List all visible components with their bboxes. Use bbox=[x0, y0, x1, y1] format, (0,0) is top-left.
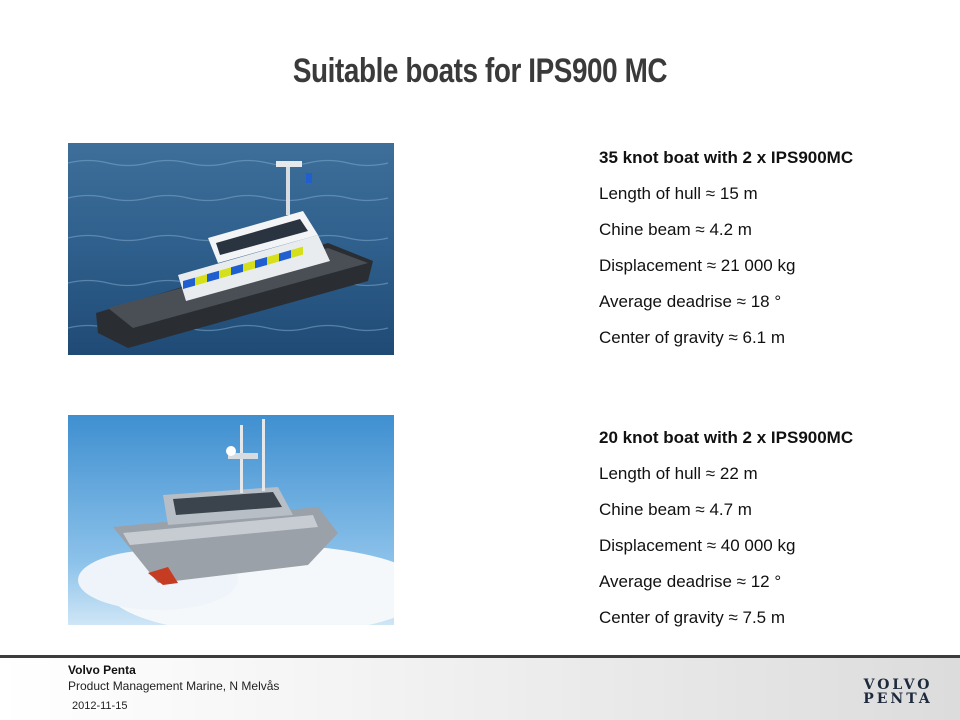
footer-company: Volvo Penta bbox=[68, 663, 136, 677]
boat-2-heading: 20 knot boat with 2 x IPS900MC bbox=[599, 428, 854, 447]
footer-date: 2012-11-15 bbox=[72, 700, 128, 712]
boat-2-length: Length of hull ≈ 22 m bbox=[599, 464, 758, 483]
boat-1-center-of-gravity: Center of gravity ≈ 6.1 m bbox=[599, 328, 786, 347]
boat-2-displacement: Displacement ≈ 40 000 kg bbox=[599, 536, 796, 555]
logo-line-penta: PENTA bbox=[863, 691, 933, 707]
logo-line-volvo: VOLVO bbox=[863, 677, 933, 693]
footer bbox=[0, 655, 960, 720]
boat-1-heading: 35 knot boat with 2 x IPS900MC bbox=[599, 148, 854, 167]
boat-1-chine-beam: Chine beam ≈ 4.2 m bbox=[599, 220, 752, 239]
boat-1-length: Length of hull ≈ 15 m bbox=[599, 184, 758, 203]
boat-1-specs bbox=[599, 149, 939, 365]
police-patrol-boat-photo bbox=[68, 143, 394, 355]
footer-department: Product Management Marine, N Melvås bbox=[68, 679, 280, 693]
boat-1-deadrise: Average deadrise ≈ 18 ° bbox=[599, 292, 782, 311]
grey-patrol-boat-photo bbox=[68, 415, 394, 625]
boat-2-chine-beam: Chine beam ≈ 4.7 m bbox=[599, 500, 752, 519]
boat-1-displacement: Displacement ≈ 21 000 kg bbox=[599, 256, 796, 275]
boat-2-specs bbox=[599, 429, 939, 645]
volvo-penta-logo bbox=[852, 678, 944, 706]
slide-title: Suitable boats for IPS900 MC bbox=[292, 52, 668, 90]
boat-2-deadrise: Average deadrise ≈ 12 ° bbox=[599, 572, 782, 591]
boat-2-center-of-gravity: Center of gravity ≈ 7.5 m bbox=[599, 608, 786, 627]
